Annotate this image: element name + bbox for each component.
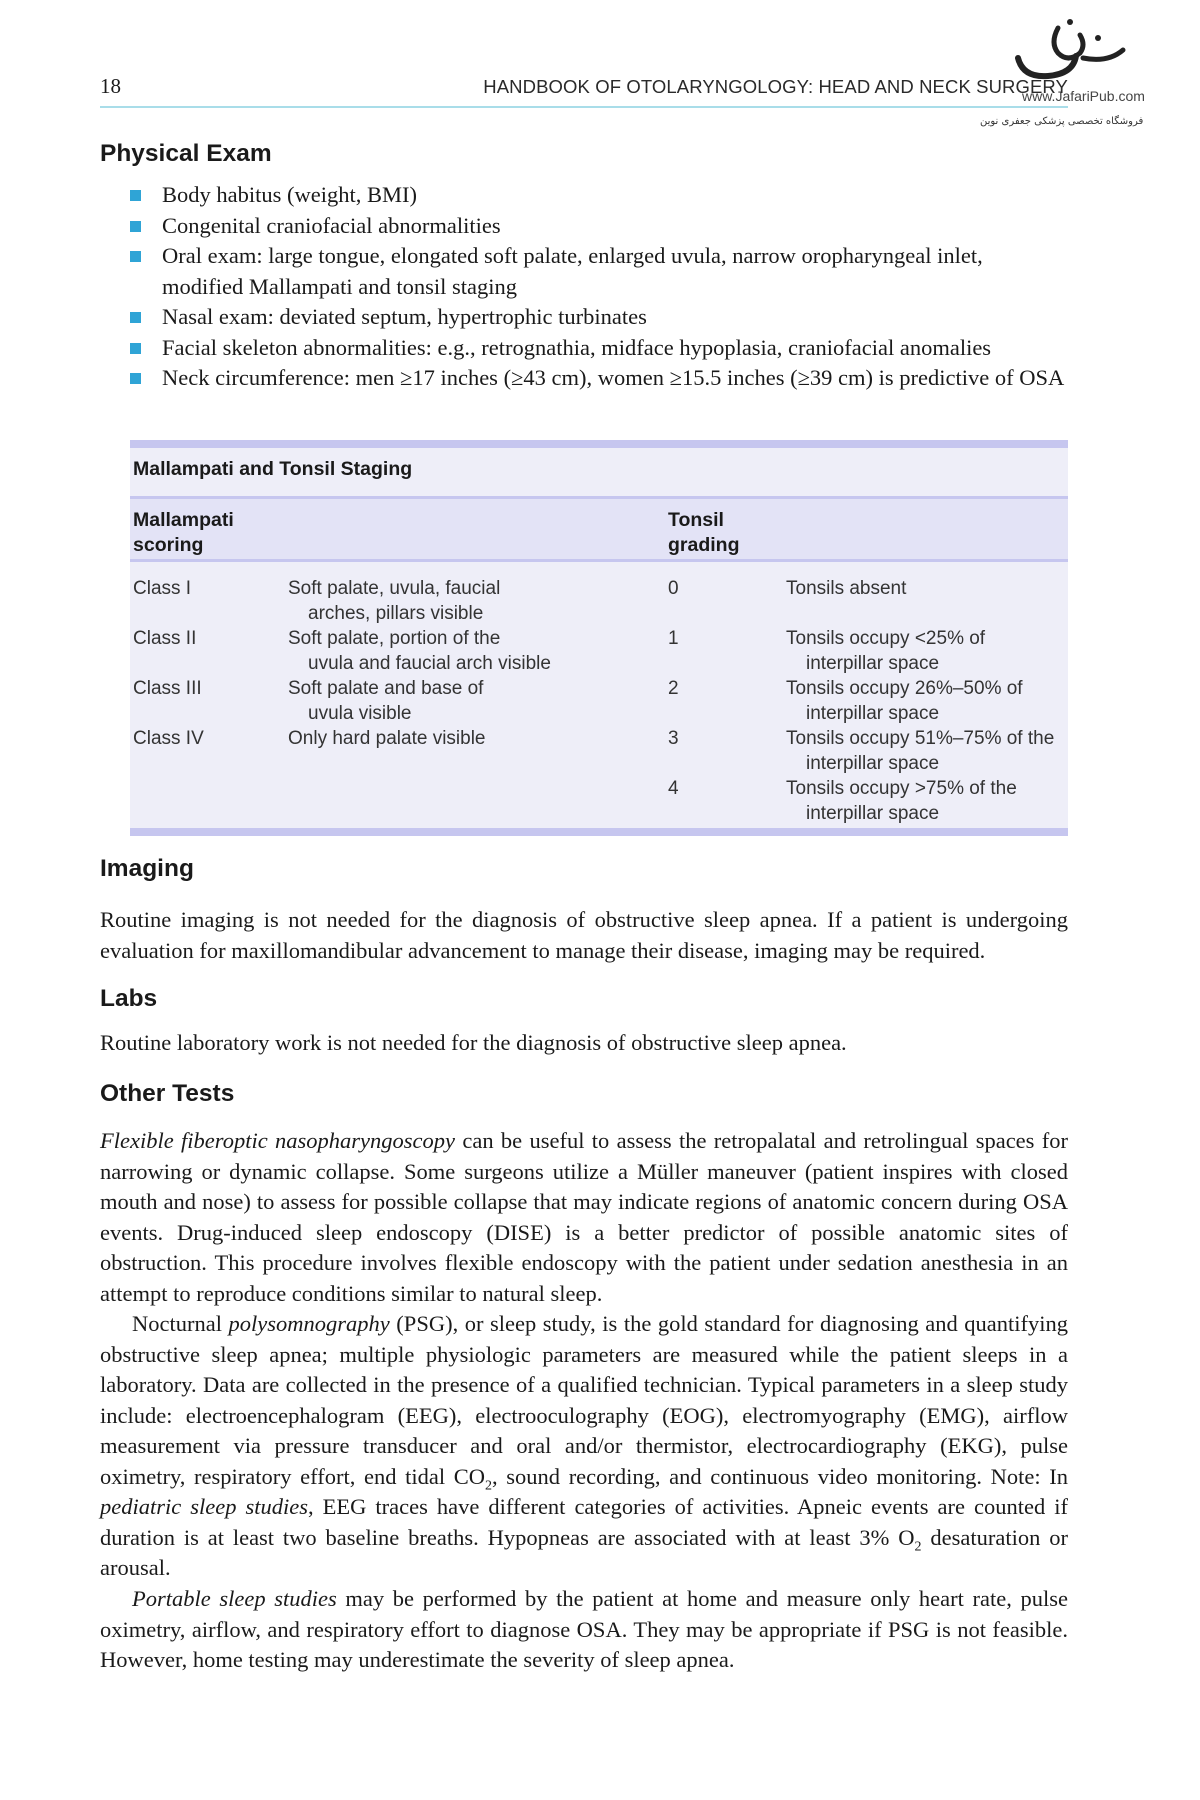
page-number: 18 (100, 74, 121, 98)
tonsil-desc (786, 726, 1054, 776)
list-item (100, 302, 1068, 333)
table-top-rule (130, 440, 1068, 448)
bullet-square-icon (130, 190, 141, 201)
running-head: HANDBOOK OF OTOLARYNGOLOGY: HEAD AND NECK SURGERY (483, 76, 1068, 97)
list-item (100, 363, 1068, 394)
cell-text: uvula and faucial arch visible (308, 653, 551, 674)
list-item-text: Congenital craniofacial abnormalities (162, 212, 501, 238)
tonsil-desc (786, 776, 1017, 826)
cell-text: interpillar space (806, 753, 940, 774)
column-header-tonsil (668, 508, 740, 558)
mallampati-desc (288, 676, 483, 726)
bullet-square-icon (130, 343, 141, 354)
body-text: Nocturnal (132, 1311, 229, 1336)
cell-text: Tonsils occupy 51%–75% of the (786, 728, 1055, 749)
body-text: , EEG traces have different categories of activities. Apneic events are counted if duration is at least two baseline breaths. Hypopneas are associated with at least 3% O (100, 1494, 1069, 1550)
list-item (100, 180, 1068, 211)
heading-physical-exam: Physical Exam (100, 140, 272, 167)
body-text: can be useful to assess the retropalatal and retrolingual spaces for narrowing or dynamic collapse. Some surgeons utilize a Müller maneuver (patient inspires with closed mouth and nose) to assess for possible collapse that may indicate regions of anatomic concern during OSA events. Drug-induced sleep endoscopy (DISE) is a better predictor of possible anatomic sites of obstruction. This procedure involves flexible endoscopy with the patient under sedation anesthesia in an attempt to reproduce conditions similar to natural sleep. (100, 1128, 1068, 1306)
cell-text: Soft palate, uvula, faucial (288, 578, 501, 599)
cell-text: Tonsils occupy 26%–50% of (786, 678, 1023, 699)
cell-text: Tonsils occupy <25% of (786, 628, 986, 649)
tonsil-grade: 4 (668, 778, 679, 799)
column-header-line: scoring (133, 534, 204, 556)
header-rule (100, 106, 1068, 108)
cell-text: Soft palate and base of (288, 678, 484, 699)
other-tests-paragraph-1 (100, 1126, 1068, 1309)
mallampati-desc (288, 576, 500, 626)
cell-text: Only hard palate visible (288, 728, 486, 749)
cell-text: interpillar space (806, 653, 940, 674)
other-tests-paragraph-3 (100, 1584, 1068, 1676)
watermark-subtitle: فروشگاه تخصصی پزشکی جعفری نوین (980, 116, 1144, 127)
emphasis-text: Portable sleep studies (132, 1586, 337, 1611)
physical-exam-list (100, 180, 1068, 394)
mallampati-class: Class I (133, 578, 192, 599)
mallampati-class: Class IV (133, 728, 204, 749)
mallampati-desc (288, 626, 551, 676)
bullet-square-icon (130, 221, 141, 232)
tonsil-grade: 0 (668, 578, 679, 599)
body-text: may be performed by the patient at home and measure only heart rate, pulse oximetry, airflow, and respiratory effort to diagnose OSA. They may be appropriate if PSG is not feasible. However, home testing may underestimate the severity of sleep apnea. (100, 1586, 1068, 1672)
column-header-line: Mallampati (133, 509, 234, 531)
column-header-mallampati (133, 508, 234, 558)
cell-text: arches, pillars visible (308, 603, 484, 624)
tonsil-desc (786, 576, 906, 601)
list-item-text: Oral exam: large tongue, elongated soft palate, enlarged uvula, narrow oropharyngeal inlet, modified Mallampati and tonsil staging (162, 243, 983, 299)
cell-text: Soft palate, portion of the (288, 628, 501, 649)
column-header-line: grading (668, 534, 740, 556)
tonsil-grade: 1 (668, 628, 679, 649)
tonsil-desc (786, 626, 985, 676)
staging-table (130, 440, 1068, 836)
table-head-rule-bottom (130, 559, 1068, 562)
table-head-band (130, 499, 1068, 559)
cell-text: interpillar space (806, 703, 940, 724)
cell-text: Tonsils occupy >75% of the (786, 778, 1017, 799)
body-text: , sound recording, and continuous video monitoring. Note: In (492, 1463, 1068, 1489)
list-item-text: Facial skeleton abnormalities: e.g., retrognathia, midface hypoplasia, craniofacial anomalies (162, 334, 992, 360)
bullet-square-icon (130, 312, 141, 323)
tonsil-grade: 2 (668, 678, 679, 699)
heading-other-tests: Other Tests (100, 1080, 235, 1107)
bullet-square-icon (130, 373, 141, 384)
tonsil-grade: 3 (668, 728, 679, 749)
emphasis-text: pediatric sleep studies (100, 1494, 309, 1519)
table-title: Mallampati and Tonsil Staging (133, 458, 413, 480)
list-item-text: Nasal exam: deviated septum, hypertrophic turbinates (162, 304, 647, 329)
cell-text: interpillar space (806, 803, 940, 824)
heading-labs: Labs (100, 985, 158, 1012)
list-item (100, 333, 1068, 364)
list-item (100, 211, 1068, 242)
imaging-paragraph: Routine imaging is not needed for the diagnosis of obstructive sleep apnea. If a patient is undergoing evaluation for maxillomandibular advancement to manage their disease, imaging may be required. (100, 907, 1068, 963)
mallampati-class: Class II (133, 628, 197, 649)
emphasis-text: Flexible fiberoptic nasopharyngoscopy (100, 1128, 456, 1153)
list-item-text: Neck circumference: men ≥17 inches (≥43 cm), women ≥15.5 inches (≥39 cm) is predictive of OSA (162, 365, 1065, 390)
cell-text: uvula visible (308, 703, 412, 724)
subscript: 2 (914, 1539, 922, 1554)
body-text: (PSG), or sleep study, is the gold standard for diagnosing and quantifying obstructive sleep apnea; multiple physiologic parameters are measured while the patient sleeps in a laboratory. Data are collected in the presence of a qualified technician. Typical parameters in a sleep study include: electroencephalogram (EEG), electrooculography (EOG), electromyography (EMG), airflow measurement via pressure transducer and oral and/or thermistor, electrocardiography (EKG), pulse oximetry, respiratory effort, end tidal CO (100, 1311, 1068, 1489)
subscript: 2 (485, 1478, 493, 1493)
mallampati-class: Class III (133, 678, 202, 699)
tonsil-desc (786, 676, 1023, 726)
watermark-url: www.JafariPub.com (1022, 88, 1145, 104)
page-header (100, 66, 1068, 100)
emphasis-text: polysomnography (228, 1311, 390, 1336)
body-text: desaturation or arousal. (100, 1524, 1068, 1580)
column-header-line: Tonsil (668, 509, 724, 531)
labs-paragraph: Routine laboratory work is not needed for the diagnosis of obstructive sleep apnea. (100, 1030, 847, 1055)
list-item-text: Body habitus (weight, BMI) (162, 182, 417, 207)
other-tests-paragraph-2 (100, 1309, 1068, 1584)
bullet-square-icon (130, 251, 141, 262)
table-bottom-rule (130, 828, 1068, 836)
mallampati-desc (288, 726, 486, 751)
list-item (100, 241, 1068, 302)
cell-text: Tonsils absent (786, 578, 907, 599)
heading-imaging: Imaging (100, 855, 194, 882)
